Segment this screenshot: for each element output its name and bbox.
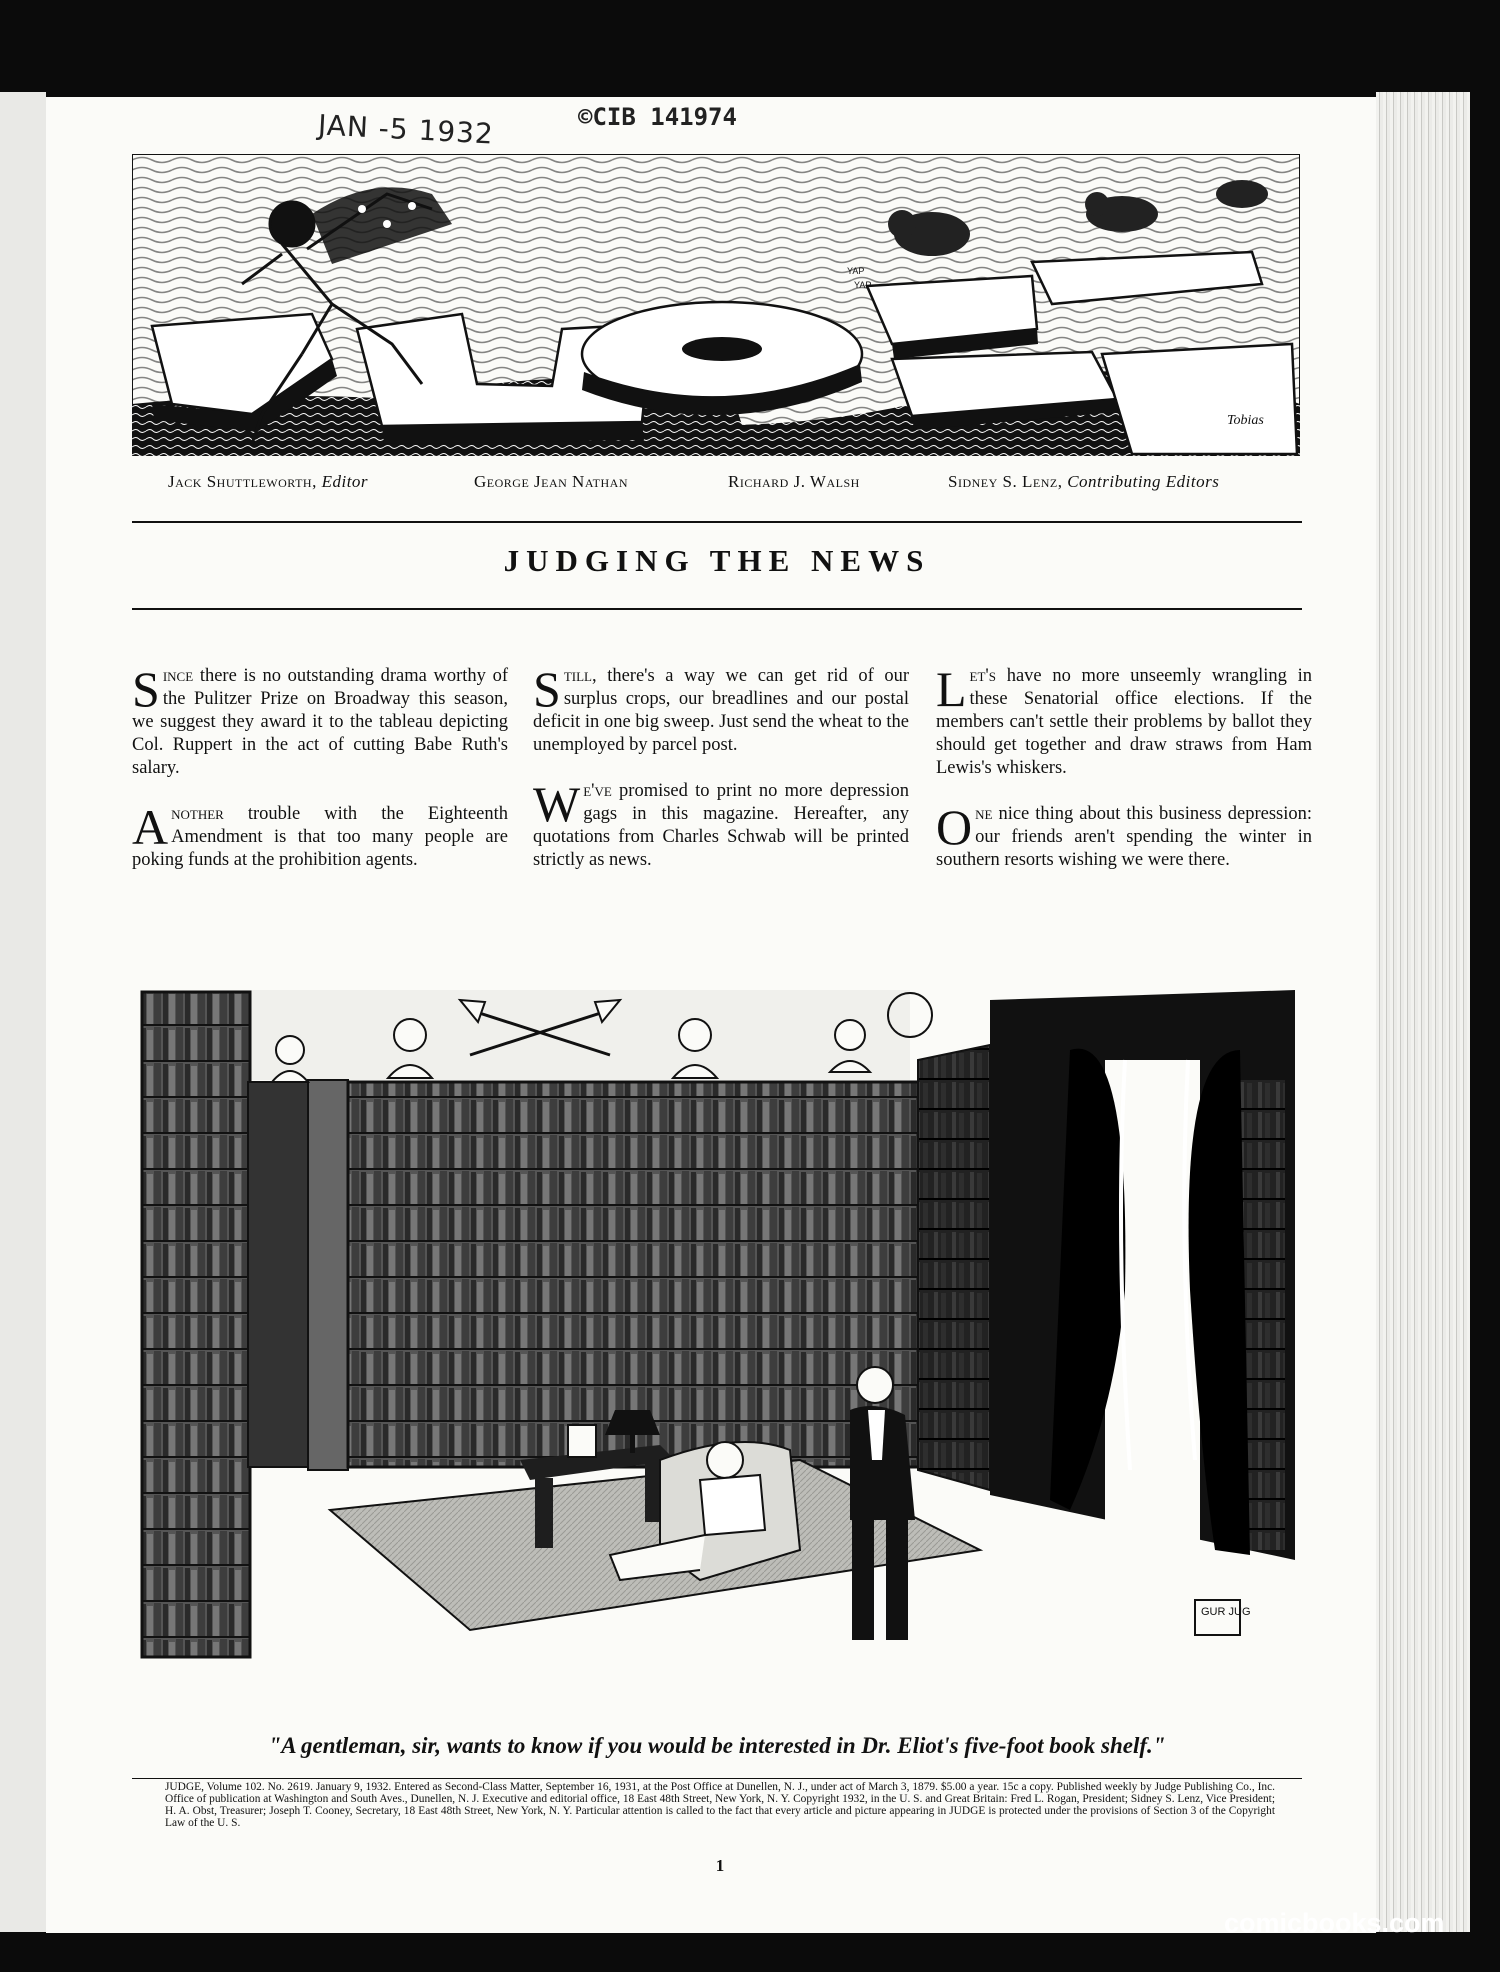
top-rule	[132, 521, 1302, 523]
news-paragraph: Still, there's a way we can get rid of our surplus crops, our breadlines and our postal deficit in one big sweep. Just send the wheat to the unemployed by parcel post.	[533, 661, 909, 755]
copyright-stamp: ©CIB 141974	[578, 103, 737, 131]
text-column-1	[132, 661, 508, 895]
page-stack-edge	[1376, 92, 1470, 1932]
site-watermark: comicbooks.com	[1224, 1908, 1445, 1938]
bottom-rule	[132, 608, 1302, 610]
news-paragraph: We've promised to print no more depression gags in this magazine. Hereafter, any quotations from Charles Schwab will be printed strictly as news.	[533, 776, 909, 870]
section-title: JUDGING THE NEWS	[503, 543, 931, 578]
editor-credit: Jack Shuttleworth, Editor	[168, 472, 369, 491]
masthead-illustration	[132, 154, 1300, 456]
adjacent-page-sliver	[0, 92, 46, 1932]
yap-text: YAP	[847, 266, 865, 276]
cartoon-caption: "A gentleman, sir, wants to know if you would be interested in Dr. Eliot's five-foot book shelf."	[268, 1733, 1166, 1758]
news-paragraph: One nice thing about this business depression: our friends aren't spending the winter in southern resorts wishing we were there.	[936, 799, 1312, 870]
artist-signature: Tobias	[1227, 413, 1264, 428]
publication-colophon: JUDGE, Volume 102. No. 2619. January 9, 1932. Entered as Second-Class Matter, September 16, 1931, at the Post Office at Dunellen, N. J., under act of March 3, 1879. $5.00 a year. 15c a copy. Published weekly by Judge Publishing Co., Inc. Office of publication at Washington and South Aves., Dunellen, N. J. Executive and editorial office, 18 East 48th Street, New York, N. Y. Copyright 1932, in the U. S. and Great Britain: Fred L. Rogan, President; Sidney S. Lenz, Vice President; H. A. Obst, Treasurer; Joseph T. Cooney, Secretary, 18 East 48th Street, New York, N. Y. Particular attention is called to the fact that every article and picture appearing in JUDGE is protected under the provisions of Section 3 of the Copyright Law of the U. S.	[165, 1781, 1275, 1829]
news-paragraph: Let's have no more unseemly wrangling in these Senatorial office elections. If the members can't settle their problems by ballot they should get together and draw straws from Ham Lewis's whiskers.	[936, 661, 1312, 778]
library-cartoon	[140, 990, 1300, 1705]
cartoon-signature: GUR JUG	[1201, 1606, 1251, 1618]
news-paragraph: Another trouble with the Eighteenth Amendment is that too many people are poking funds at the prohibition agents.	[132, 799, 508, 870]
editor-credit: Richard J. Walsh	[728, 472, 860, 491]
text-column-3	[936, 661, 1312, 895]
editor-credit: George Jean Nathan	[474, 472, 628, 491]
news-paragraph: Since there is no outstanding drama worthy of the Pulitzer Prize on Broadway this season, we suggest they award it to the tableau depicting Col. Ruppert in the act of cutting Babe Ruth's salary.	[132, 661, 508, 778]
masthead-editors	[132, 472, 1300, 498]
text-column-2	[533, 661, 909, 895]
colophon-rule	[132, 1778, 1302, 1779]
page-number: 1	[715, 1856, 725, 1875]
editor-credit: Sidney S. Lenz, Contributing Editors	[948, 472, 1220, 491]
yap-text: YAP	[854, 280, 872, 290]
received-date-stamp: JAN -5 1932	[317, 108, 495, 151]
